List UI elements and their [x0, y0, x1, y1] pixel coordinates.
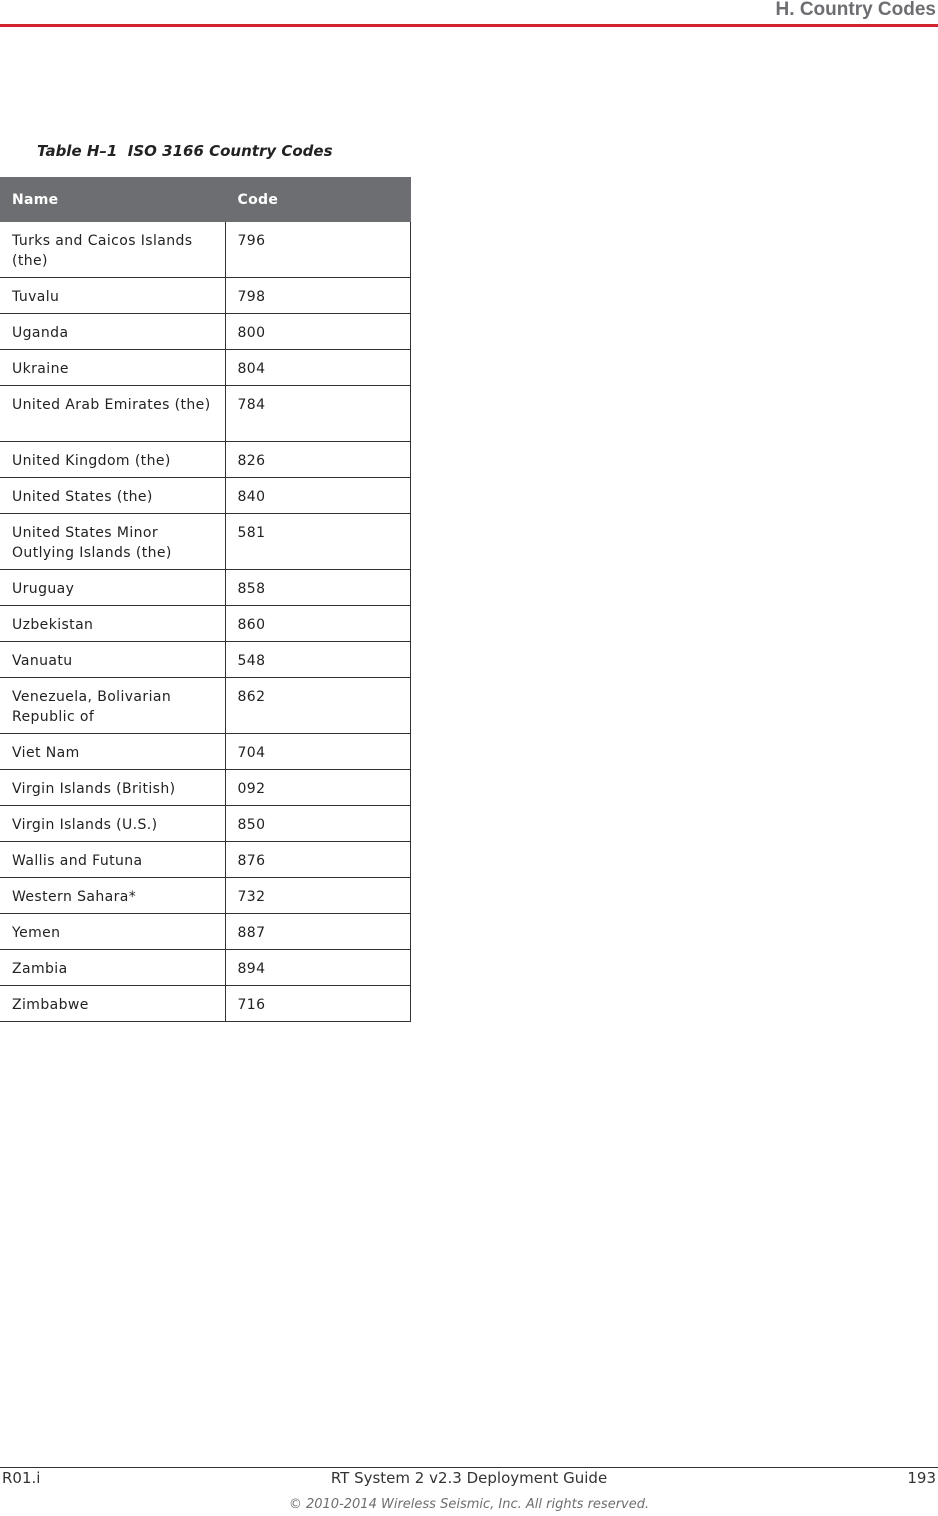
country-code: 800 — [225, 314, 410, 350]
country-code: 548 — [225, 642, 410, 678]
country-name: Yemen — [0, 914, 225, 950]
country-name: Virgin Islands (British) — [0, 770, 225, 806]
table-row — [0, 770, 410, 806]
country-name: Western Sahara* — [0, 878, 225, 914]
header-rule — [0, 24, 938, 27]
country-codes-table — [0, 177, 411, 1022]
table-row — [0, 950, 410, 986]
country-name: Viet Nam — [0, 734, 225, 770]
country-name: Tuvalu — [0, 278, 225, 314]
chapter-title: H. Country Codes — [775, 0, 936, 20]
table-row — [0, 678, 410, 734]
page-number: 193 — [907, 1469, 936, 1487]
table-row — [0, 878, 410, 914]
country-name: Wallis and Futuna — [0, 842, 225, 878]
country-name: Venezuela, Bolivarian Republic of — [0, 678, 225, 734]
country-name: United Kingdom (the) — [0, 442, 225, 478]
country-code: 850 — [225, 806, 410, 842]
country-name: Turks and Caicos Islands (the) — [0, 222, 225, 278]
table-row — [0, 314, 410, 350]
country-code: 826 — [225, 442, 410, 478]
country-name: Uganda — [0, 314, 225, 350]
country-code: 862 — [225, 678, 410, 734]
country-name: Uzbekistan — [0, 606, 225, 642]
country-code: 887 — [225, 914, 410, 950]
table-row — [0, 478, 410, 514]
table-row — [0, 222, 410, 278]
country-name: United States (the) — [0, 478, 225, 514]
table-caption: Table H–1 ISO 3166 Country Codes — [37, 142, 333, 160]
country-code: 858 — [225, 570, 410, 606]
country-name: Zimbabwe — [0, 986, 225, 1022]
table-row — [0, 350, 410, 386]
column-header-code: Code — [225, 177, 410, 222]
table-header-row — [0, 177, 410, 222]
country-code: 804 — [225, 350, 410, 386]
country-code: 581 — [225, 514, 410, 570]
table-row — [0, 514, 410, 570]
table-row — [0, 442, 410, 478]
table-row — [0, 570, 410, 606]
revision-label: R01.i — [2, 1469, 41, 1487]
country-code: 732 — [225, 878, 410, 914]
table-row — [0, 386, 410, 442]
document-title: RT System 2 v2.3 Deployment Guide — [330, 1469, 608, 1487]
table-row — [0, 914, 410, 950]
country-code: 704 — [225, 734, 410, 770]
country-name: Vanuatu — [0, 642, 225, 678]
table-row — [0, 986, 410, 1022]
table-row — [0, 278, 410, 314]
country-code: 840 — [225, 478, 410, 514]
country-code: 716 — [225, 986, 410, 1022]
column-header-name: Name — [0, 177, 225, 222]
table-row — [0, 842, 410, 878]
table-row — [0, 606, 410, 642]
country-code: 092 — [225, 770, 410, 806]
country-code: 876 — [225, 842, 410, 878]
country-name: United States Minor Outlying Islands (the) — [0, 514, 225, 570]
table-row — [0, 642, 410, 678]
country-name: Uruguay — [0, 570, 225, 606]
country-name: Ukraine — [0, 350, 225, 386]
country-code: 860 — [225, 606, 410, 642]
table-row — [0, 734, 410, 770]
country-code: 798 — [225, 278, 410, 314]
country-name: Zambia — [0, 950, 225, 986]
country-name: Virgin Islands (U.S.) — [0, 806, 225, 842]
table-row — [0, 806, 410, 842]
country-name: United Arab Emirates (the) — [0, 386, 225, 442]
country-code: 894 — [225, 950, 410, 986]
country-code: 784 — [225, 386, 410, 442]
country-code: 796 — [225, 222, 410, 278]
copyright-notice: © 2010-2014 Wireless Seismic, Inc. All rights reserved. — [288, 1497, 650, 1512]
